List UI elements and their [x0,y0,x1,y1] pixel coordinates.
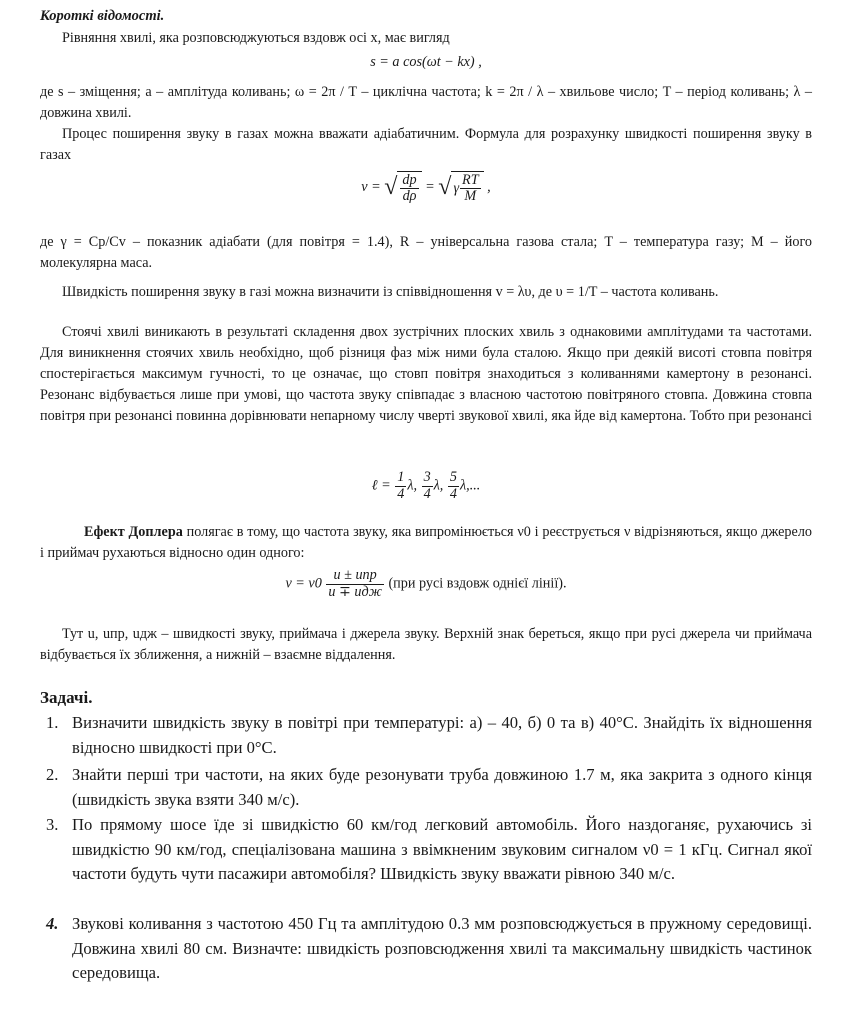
fraction-denominator: 4 [397,485,405,502]
doppler-text: полягає в тому, що частота звуку, яка випромінюється ν0 і реєструється ν відрізняються, якщо джерело і приймач рухаються відносно один одного: [40,524,812,561]
fraction-denominator: dρ [402,188,417,205]
standing-waves-paragraph: Стоячі хвилі виникають в результаті складення двох зустрічних плоских хвиль з однаковими амплітудами та частотами. Для виникнення стоячих хвиль необхідно, щоб різниця фаз між ними була сталою. Якщо при деякій висоті стовпа повітря спостерігається максимум гучності, то це означає, що стовп повітря знаходиться з коливаннями камертону в резонансі. Резонанс відбувається лише при умові, що частота звуку співпадає з власною частотою повітряного стовпа. Довжина стовпа повітря при резонансі повинна дорівнювати непарному числу чверті звукової хвилі, яка йде від камертона. Тобто при резонансі [40,324,812,424]
formula-term: λ,... [460,477,481,494]
sqrt-term-1 [397,171,421,205]
task-text: По прямому шосе їде зі швидкістю 60 км/год легковий автомобіль. Його наздоганяє, рухаючись зі швидкістю 90 км/год, спеціалізована машина з ввімкненим звуковим сигналом ν0 = 1 кГц. Сигнал якої частоти будуть чути пасажири автомобіля? Швидкість звуку вважати рівною 340 м/с. [72,815,812,884]
resonance-formula [40,470,812,518]
fraction-numerator: u ± uпр [326,568,384,585]
task-item [46,912,812,986]
doppler-legend: Тут u, uпр, uдж – швидкості звуку, приймача і джерела звуку. Верхній знак береться, якщо при русі джерела чи приймача відбувається їх зближення, а нижній – взаємне віддалення. [40,626,812,663]
task-item [46,763,812,812]
formula-lhs: ℓ = [371,477,391,494]
fraction-1-4 [395,470,406,502]
fraction-5-4 [448,470,459,502]
task-text: Знайти перші три частоти, на яких буде резонувати труба довжиною 1.7 м, яка закрита з одного кінця (швидкість звука взяти 340 м/с). [72,765,812,809]
radical-icon: √ [438,174,452,200]
formula-end: , [487,178,491,195]
task-number: 3. [46,815,59,834]
speed-relation: Швидкість поширення звуку в газі можна визначити із співвідношення v = λυ, де υ = 1/T – частота коливань. [62,284,719,300]
wave-intro: Рівняння хвилі, яка розповсюджуються вздовж осі x, має вигляд [62,30,450,46]
formula-term: λ, [433,477,444,494]
formula-term: λ, [407,477,418,494]
formula-equals: = [425,178,435,195]
fraction-numerator: dp [402,171,417,188]
sound-gas-intro: Процес поширення звуку в газах можна вважати адіабатичним. Формула для розрахунку швидкості поширення звуку в газах [40,126,812,163]
gamma-symbol: γ [453,179,460,196]
doppler-formula [40,568,812,616]
task-item [46,711,812,760]
fraction-dp-drho [400,173,418,205]
doppler-fraction [326,568,384,600]
task-item [46,813,812,887]
fraction-denominator: M [464,188,477,205]
tasks-heading: Задачі. [40,688,93,707]
fraction-numerator: 5 [449,469,457,485]
radical-icon: √ [384,174,398,200]
fraction-numerator: 3 [423,469,431,485]
task-number: 2. [46,765,59,784]
fraction-denominator: 4 [449,485,457,502]
doppler-paragraph [40,522,812,564]
fraction-denominator: 4 [423,485,431,502]
formula-lhs: ν = ν0 [285,575,322,592]
task-number: 1. [46,713,59,732]
adiabatic-legend: де γ = Cp/Cv – показник адіабати (для повітря = 1.4), R – універсальна газова стала; T – температура газу; M – його молекулярна маса. [40,234,812,271]
doppler-term: Ефект Доплера [84,524,183,540]
formula-lhs: v = [361,178,381,195]
wave-formula: s = a cos(ωt − kx) , [370,54,482,70]
formula-note: (при русі вздовж однієї лінії). [388,575,567,592]
wave-legend: де s – зміщення; a – амплітуда коливань; ω = 2π / T – циклічна частота; k = 2π / λ – хвильове число; T – період коливань; λ – довжина хвилі. [40,84,812,121]
section-title: Короткі відомості. [40,8,165,24]
fraction-numerator: 1 [397,469,405,485]
task-text: Звукові коливання з частотою 450 Гц та амплітудою 0.3 мм розповсюджується в пружному середовищі. Довжина хвилі 80 см. Визначте: швидкість розповсюдження хвилі та максимальну швидкість частинок середовища. [72,914,812,983]
fraction-3-4 [422,470,433,502]
sound-speed-formula [40,170,812,226]
fraction-rt-m [460,173,481,205]
fraction-numerator: RT [462,171,479,188]
sqrt-term-2 [451,171,483,205]
task-text: Визначити швидкість звуку в повітрі при температурі: а) – 40, б) 0 та в) 40°С. Знайдіть їх відношення відносно швидкості при 0°С. [72,713,812,757]
task-number: 4. [46,914,59,933]
fraction-denominator: u ∓ uдж [328,583,382,600]
